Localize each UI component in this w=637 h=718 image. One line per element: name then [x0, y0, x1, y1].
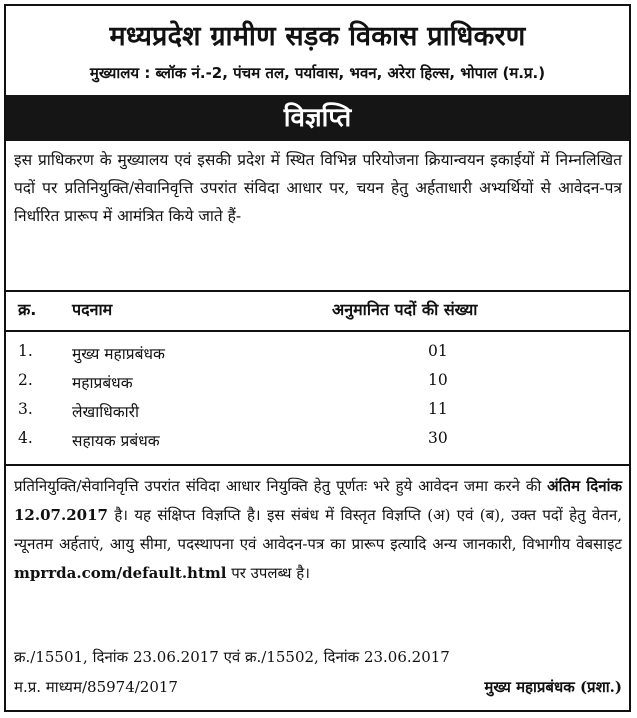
- table-header: [14, 298, 622, 324]
- row-post: लेखाधिकारी: [72, 403, 140, 421]
- table-row: [14, 400, 622, 429]
- row-serial: 4.: [18, 429, 33, 447]
- notice-title: विज्ञप्ति: [283, 103, 352, 133]
- signatory: मुख्य महाप्रबंधक (प्रशा.): [484, 678, 622, 696]
- intro-paragraph: इस प्राधिकरण के मुख्यालय एवं इसकी प्रदेश में स्थित विभिन्न परियोजना क्रियान्वयन इकाईयों में निम्नलिखित पदों पर प्रतिनियुक्ति/सेवानिवृत्ति उपरांत संविदा आधार पर, चयन हेतु अर्हताधारी अभ्यर्थियों से आवेदन-पत्र निर्धारित प्रारूप में आमंत्रित किये जाते हैं-: [14, 151, 622, 225]
- notice-text-3: पर उपलब्ध है।: [226, 564, 310, 582]
- last-date: अंतिम दिनांक 12.07.2017: [14, 477, 622, 524]
- footer-line: [14, 677, 622, 703]
- table-row: [14, 429, 622, 458]
- row-count: 01: [428, 342, 448, 360]
- notice-paragraph: [14, 472, 622, 588]
- row-serial: 2.: [18, 371, 33, 389]
- organization-name: मध्यप्रदेश ग्रामीण सड़क विकास प्राधिकरण: [109, 21, 526, 52]
- divider-bottom: [6, 464, 629, 466]
- reference-numbers: क्र./15501, दिनांक 23.06.2017 एवं क्र./15502, दिनांक 23.06.2017: [14, 648, 450, 666]
- madhyam-reference: म.प्र. माध्यम/85974/2017: [14, 678, 178, 696]
- table-row: [14, 342, 622, 371]
- posts-table: [14, 342, 622, 458]
- reference-line: [14, 647, 622, 673]
- row-serial: 3.: [18, 400, 33, 418]
- website-link[interactable]: mprrda.com/default.html: [14, 564, 227, 582]
- title-banner: [6, 95, 629, 141]
- row-post: सहायक प्रबंधक: [72, 432, 160, 450]
- divider-table-header: [6, 330, 629, 332]
- letterhead: [6, 6, 629, 94]
- row-count: 10: [428, 371, 448, 389]
- row-count: 30: [428, 429, 448, 447]
- header-post: पदनाम: [72, 300, 113, 319]
- row-post: मुख्य महाप्रबंधक: [72, 345, 165, 363]
- headquarters-address: मुख्यालय : ब्लॉक नं.-2, पंचम तल, पर्यावास, भवन, अरेरा हिल्स, भोपाल (म.प्र.): [89, 64, 546, 82]
- row-serial: 1.: [18, 342, 33, 360]
- table-row: [14, 371, 622, 400]
- notice-text-2: है। यह संक्षिप्त विज्ञप्ति है। इस संबंध में विस्तृत विज्ञप्ति (अ) एवं (ब), उक्त पदों हेतु वेतन, न्यूनतम अर्हताएं, आयु सीमा, पदस्थापना एवं आवेदन-पत्र का प्रारूप इत्यादि अन्य जानकारी, विभागीय वेबसाइट: [14, 506, 622, 553]
- notice-text-1: प्रतिनियुक्ति/सेवानिवृत्ति उपरांत संविदा आधार नियुक्ति हेतु पूर्णतः भरे हुये आवेदन जमा करने की: [14, 477, 548, 495]
- row-post: महाप्रबंधक: [72, 374, 133, 392]
- divider-top: [6, 290, 629, 292]
- header-count: अनुमानित पदों की संख्या: [332, 300, 478, 319]
- header-serial: क्र.: [18, 300, 37, 319]
- row-count: 11: [428, 400, 448, 418]
